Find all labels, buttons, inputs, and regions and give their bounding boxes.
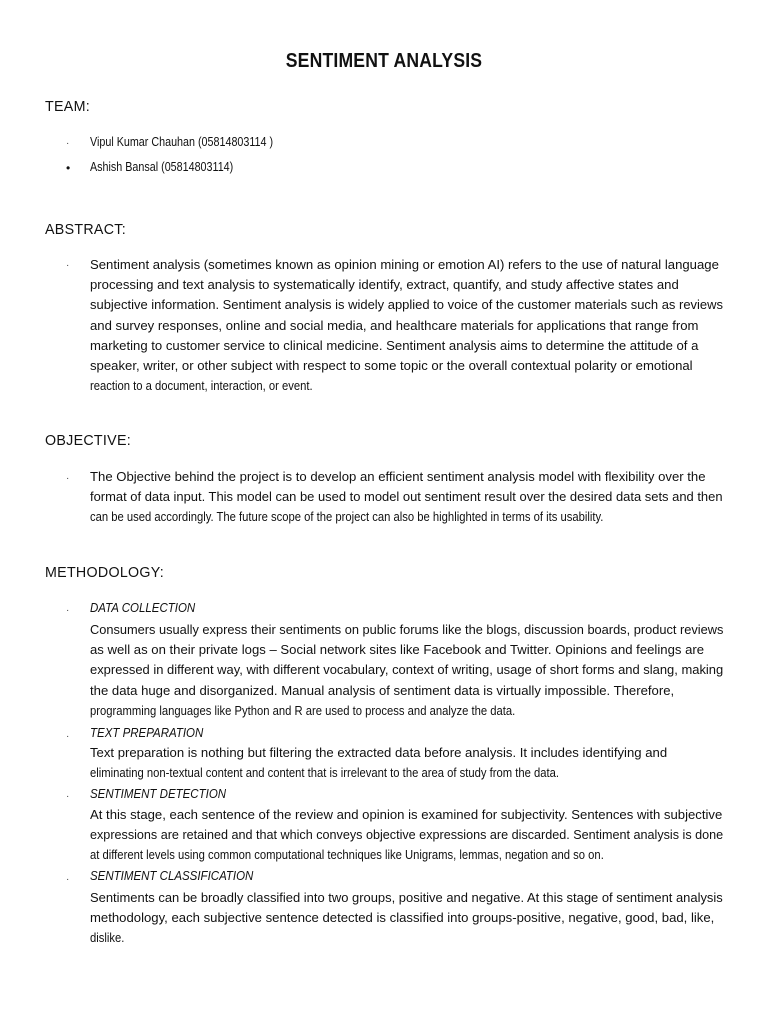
sentiment-classification-paragraph	[90, 888, 723, 949]
data-collection-line: programming languages like Python and R are used to process and analyze the data.	[90, 703, 516, 718]
abstract-heading: ABSTRACT:	[45, 221, 126, 238]
sentiment-detection-line: at different levels using common computational techniques like Unigrams, lemmas, negation and so on.	[90, 848, 604, 863]
data-collection-paragraph	[90, 620, 723, 721]
objective-line: format of data input. This model can be used to model out sentiment result over the desired data sets and then	[90, 490, 723, 505]
section-title-sentiment-detection: SENTIMENT DETECTION	[90, 787, 227, 801]
abstract-line: and survey responses, online and social media, and healthcare materials for applications that range from	[90, 318, 699, 333]
section-title-data-collection: DATA COLLECTION	[90, 601, 196, 615]
sentiment-detection-line: At this stage, each sentence of the review and opinion is examined for subjectivity. Sentences with subjective	[90, 808, 723, 822]
team-heading: TEAM:	[45, 98, 90, 115]
abstract-paragraph	[90, 255, 723, 396]
abstract-line: processing and text analysis to systematically identify, extract, quantify, and study affective states and	[90, 278, 679, 293]
abstract-line: Sentiment analysis (sometimes known as opinion mining or emotion AI) refers to the use of natural language	[90, 258, 719, 272]
sentiment-classification-line: methodology, each subjective sentence detected is classified into groups-positive, negative, good, bad, like,	[90, 911, 715, 926]
bullet-icon: ·	[66, 138, 70, 149]
abstract-line: marketing to customer service to clinical medicine. Sentiment analysis aims to determine the attitude of a	[90, 338, 699, 353]
bullet-icon: ·	[66, 605, 70, 616]
text-preparation-paragraph	[90, 743, 723, 783]
sentiment-detection-line: expressions are retained and that which conveys objective expressions are discarded. Sentiment analysis is done	[90, 828, 724, 843]
abstract-line: subjective information. Sentiment analysis is widely applied to voice of the customer materials such as reviews	[90, 298, 723, 313]
section-title-text-preparation: TEXT PREPARATION	[90, 726, 204, 740]
data-collection-line: the data huge and disorganized. Manual analysis of sentiment data is virtually impossible. Therefore,	[90, 683, 675, 698]
objective-line: The Objective behind the project is to develop an efficient sentiment analysis model with flexibility over the	[90, 470, 706, 484]
sentiment-classification-line: Sentiments can be broadly classified into two groups, positive and negative. At this stage of sentiment analysis	[90, 891, 723, 905]
data-collection-line: Consumers usually express their sentiments on public forums like the blogs, discussion boards, product reviews	[90, 623, 724, 637]
team-member-2: Ashish Bansal (05814803114)	[90, 160, 234, 174]
text-preparation-line: eliminating non-textual content and content that is irrelevant to the area of study from the data.	[90, 766, 560, 781]
bullet-icon: ·	[66, 874, 70, 885]
data-collection-line: expressed in different way, with different vocabulary, context of writing, usage of short forms and slang, making	[90, 663, 724, 678]
bullet-icon: ·	[66, 473, 70, 484]
sentiment-classification-line: dislike.	[90, 931, 125, 946]
objective-line: can be used accordingly. The future scope of the project can also be highlighted in terms of its usability.	[90, 510, 604, 525]
document-title: SENTIMENT ANALYSIS	[285, 50, 483, 72]
objective-heading: OBJECTIVE:	[45, 432, 132, 449]
abstract-line: speaker, writer, or other subject with respect to some topic or the overall contextual polarity or emotional	[90, 359, 693, 374]
bullet-icon: ·	[66, 791, 70, 802]
section-title-sentiment-classification: SENTIMENT CLASSIFICATION	[90, 869, 254, 883]
abstract-line: reaction to a document, interaction, or event.	[90, 379, 313, 394]
sentiment-detection-paragraph	[90, 805, 723, 866]
team-member-1: Vipul Kumar Chauhan (05814803114 )	[90, 135, 274, 149]
bullet-icon: ·	[66, 731, 70, 742]
bullet-icon: ·	[66, 260, 70, 271]
methodology-heading: METHODOLOGY:	[45, 564, 165, 581]
text-preparation-line: Text preparation is nothing but filtering the extracted data before analysis. It includes identifying and	[90, 746, 668, 760]
objective-paragraph	[90, 467, 723, 528]
data-collection-line: as well as on their private logs – Social network sites like Facebook and Twitter. Opinions and feelings are	[90, 643, 705, 658]
bullet-icon: •	[66, 161, 71, 175]
